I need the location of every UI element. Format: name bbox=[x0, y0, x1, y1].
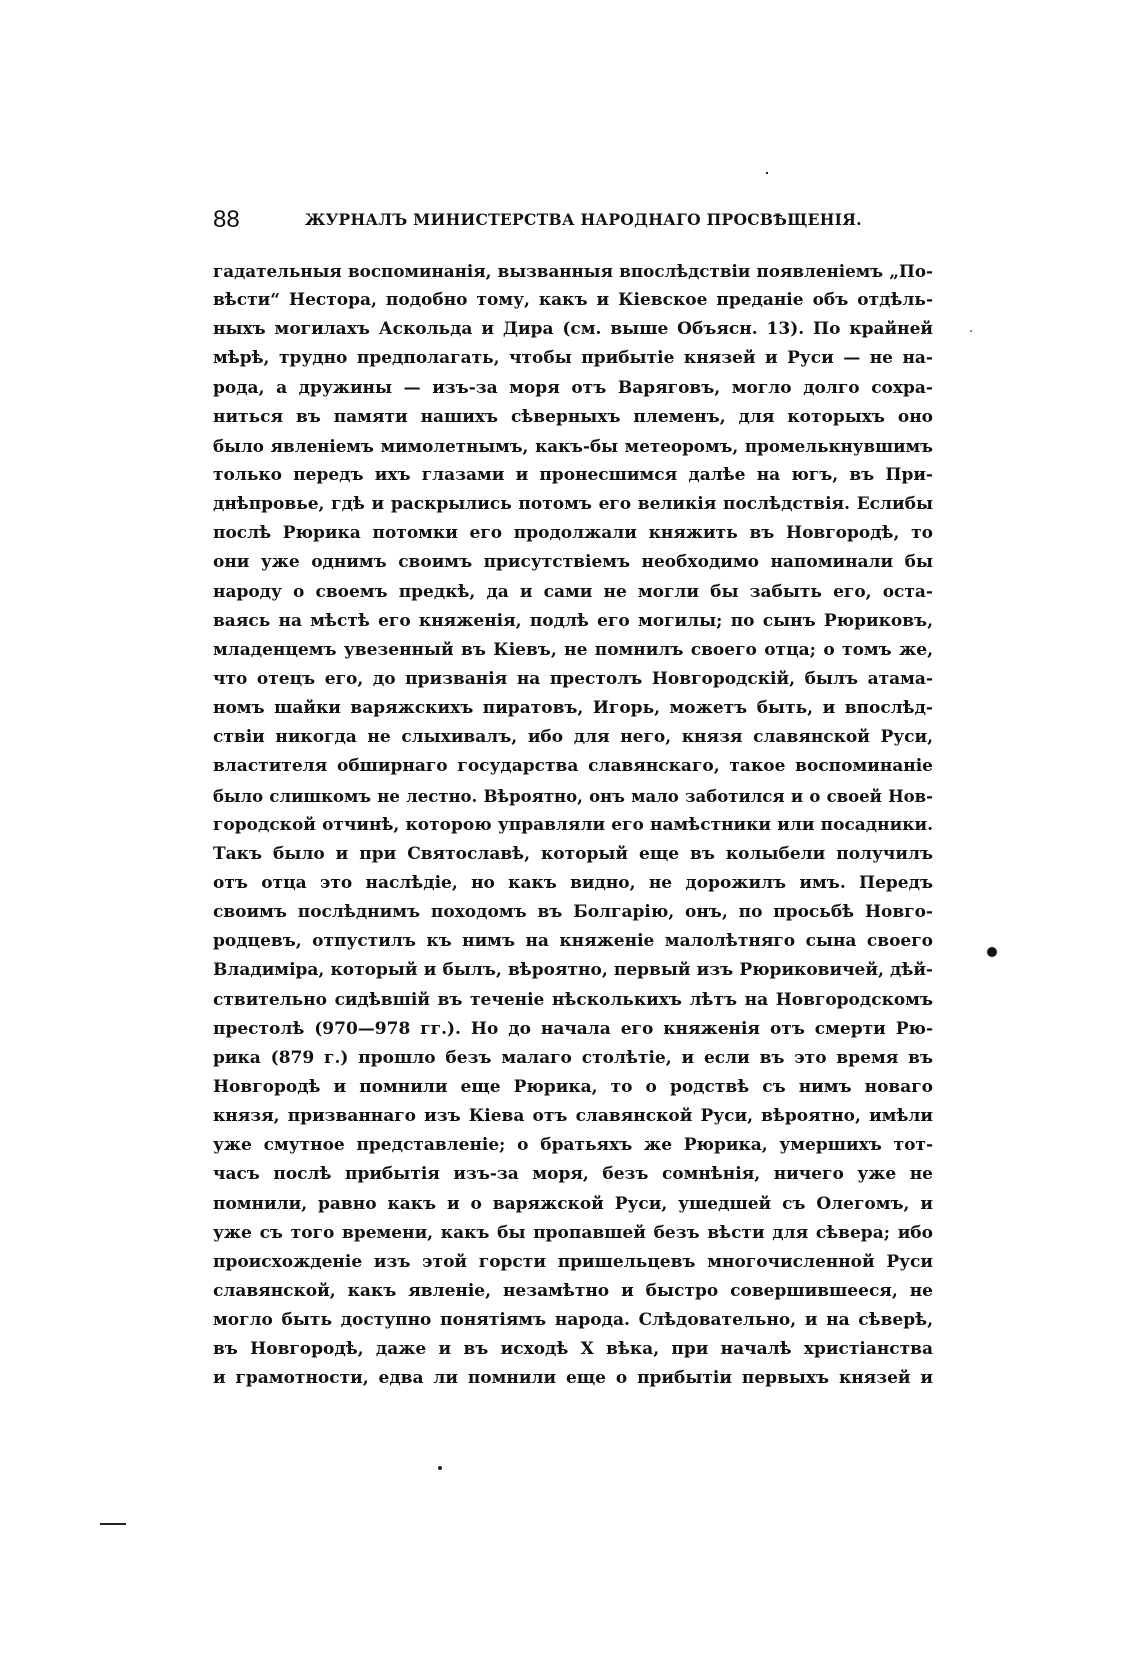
text-line: своимъ послѣднимъ походомъ въ Болгарію, онъ, по просьбѣ Новго- bbox=[213, 902, 933, 923]
text-line: уже съ того времени, какъ бы пропавшей безъ вѣсти для сѣвера; ибо bbox=[213, 1222, 933, 1243]
text-line: номъ шайки варяжскихъ пиратовъ, Игорь, можетъ быть, и впослѣд- bbox=[213, 698, 933, 719]
text-line: вѣсти“ Нестора, подобно тому, какъ и Кіевское преданіе объ отдѣль- bbox=[213, 290, 933, 311]
page-number: 88 bbox=[213, 206, 240, 233]
scan-speck bbox=[970, 330, 972, 332]
text-line: Такъ было и при Святославѣ, который еще въ колыбели получилъ bbox=[213, 843, 933, 864]
text-line: Владиміра, который и былъ, вѣроятно, первый изъ Рюриковичей, дѣй- bbox=[213, 960, 933, 981]
text-line: славянской, какъ явленіе, незамѣтно и быстро совершившееся, не bbox=[213, 1280, 933, 1301]
text-line: могло быть доступно понятіямъ народа. Слѣдовательно, и на сѣверѣ, bbox=[213, 1310, 933, 1331]
text-line: происхожденіе изъ этой горсти пришельцевъ многочисленной Руси bbox=[213, 1251, 933, 1272]
text-line: уже смутное представленіе; о братьяхъ же Рюрика, умершихъ тот- bbox=[213, 1135, 933, 1156]
text-line: Новгородѣ и помнили еще Рюрика, то о родствѣ съ нимъ новаго bbox=[213, 1076, 933, 1097]
scan-speck bbox=[766, 172, 768, 174]
body-text bbox=[213, 257, 933, 1393]
text-line: было слишкомъ не лестно. Вѣроятно, онъ мало заботился и о своей Нов- bbox=[213, 786, 933, 806]
text-line: ваясь на мѣстѣ его княженія, подлѣ его могилы; по сынъ Рюриковъ, bbox=[213, 610, 933, 631]
scan-speck bbox=[438, 1466, 442, 1470]
text-line: только передъ ихъ глазами и пронесшимся далѣе на югъ, въ При- bbox=[213, 464, 933, 485]
text-line: ныхъ могилахъ Аскольда и Дира (см. выше Объясн. 13). По крайней bbox=[213, 319, 933, 340]
page-header bbox=[213, 200, 933, 240]
text-line: народу о своемъ предкѣ, да и сами не могли бы забыть его, оста- bbox=[213, 581, 933, 602]
text-line: ниться въ памяти нашихъ сѣверныхъ племенъ, для которыхъ оно bbox=[213, 406, 933, 427]
text-line: что отецъ его, до призванія на престолъ Новгородскій, былъ атама- bbox=[213, 668, 933, 689]
text-line: отъ отца это наслѣдіе, но какъ видно, не дорожилъ имъ. Передъ bbox=[213, 872, 933, 893]
text-line: они уже однимъ своимъ присутствіемъ необходимо напоминали бы bbox=[213, 552, 933, 573]
running-title: ЖУРНАЛЪ МИНИСТЕРСТВА НАРОДНАГО ПРОСВѢЩЕНІЯ. bbox=[305, 210, 862, 229]
text-line: ствительно сидѣвшій въ теченіе нѣсколькихъ лѣтъ на Новгородскомъ bbox=[213, 989, 933, 1010]
text-line: часъ послѣ прибытія изъ-за моря, безъ сомнѣнія, ничего уже не bbox=[213, 1164, 933, 1185]
text-line: гадательныя воспоминанія, вызванныя впослѣдствіи появленіемъ „По- bbox=[213, 261, 933, 281]
text-line: ствіи никогда не слыхивалъ, ибо для него, князя славянской Руси, bbox=[213, 727, 933, 748]
text-line: и грамотности, едва ли помнили еще о прибытіи первыхъ князей и bbox=[213, 1368, 933, 1389]
text-line: властителя обширнаго государства славянскаго, такое воспоминаніе bbox=[213, 756, 933, 777]
margin-dash bbox=[100, 1523, 126, 1525]
text-line: младенцемъ увезенный въ Кіевъ, не помнилъ своего отца; о томъ же, bbox=[213, 639, 933, 660]
text-line: престолѣ (970—978 гг.). Но до начала его княженія отъ смерти Рю- bbox=[213, 1018, 933, 1039]
text-line: помнили, равно какъ и о варяжской Руси, ушедшей съ Олегомъ, и bbox=[213, 1193, 933, 1214]
ink-blot bbox=[987, 947, 997, 957]
text-line: мѣрѣ, трудно предполагать, чтобы прибытіе князей и Руси — не на- bbox=[213, 348, 933, 369]
text-line: рода, а дружины — изъ-за моря отъ Варяговъ, могло долго сохра- bbox=[213, 377, 933, 398]
text-line: было явленіемъ мимолетнымъ, какъ-бы метеоромъ, промелькнувшимъ bbox=[213, 435, 933, 456]
text-line: послѣ Рюрика потомки его продолжали княжить въ Новгородѣ, то bbox=[213, 523, 933, 544]
text-line: въ Новгородѣ, даже и въ исходѣ X вѣка, при началѣ христіанства bbox=[213, 1339, 933, 1360]
text-line: городской отчинѣ, которою управляли его намѣстники или посадники. bbox=[213, 814, 933, 835]
text-line: рика (879 г.) прошло безъ малаго столѣтіе, и если въ это время въ bbox=[213, 1047, 933, 1068]
text-line: родцевъ, отпустилъ къ нимъ на княженіе малолѣтняго сына своего bbox=[213, 931, 933, 952]
text-line: князя, призваннаго изъ Кіева отъ славянской Руси, вѣроятно, имѣли bbox=[213, 1106, 933, 1127]
text-line: днѣпровье, гдѣ и раскрылись потомъ его великія послѣдствія. Еслибы bbox=[213, 494, 933, 515]
